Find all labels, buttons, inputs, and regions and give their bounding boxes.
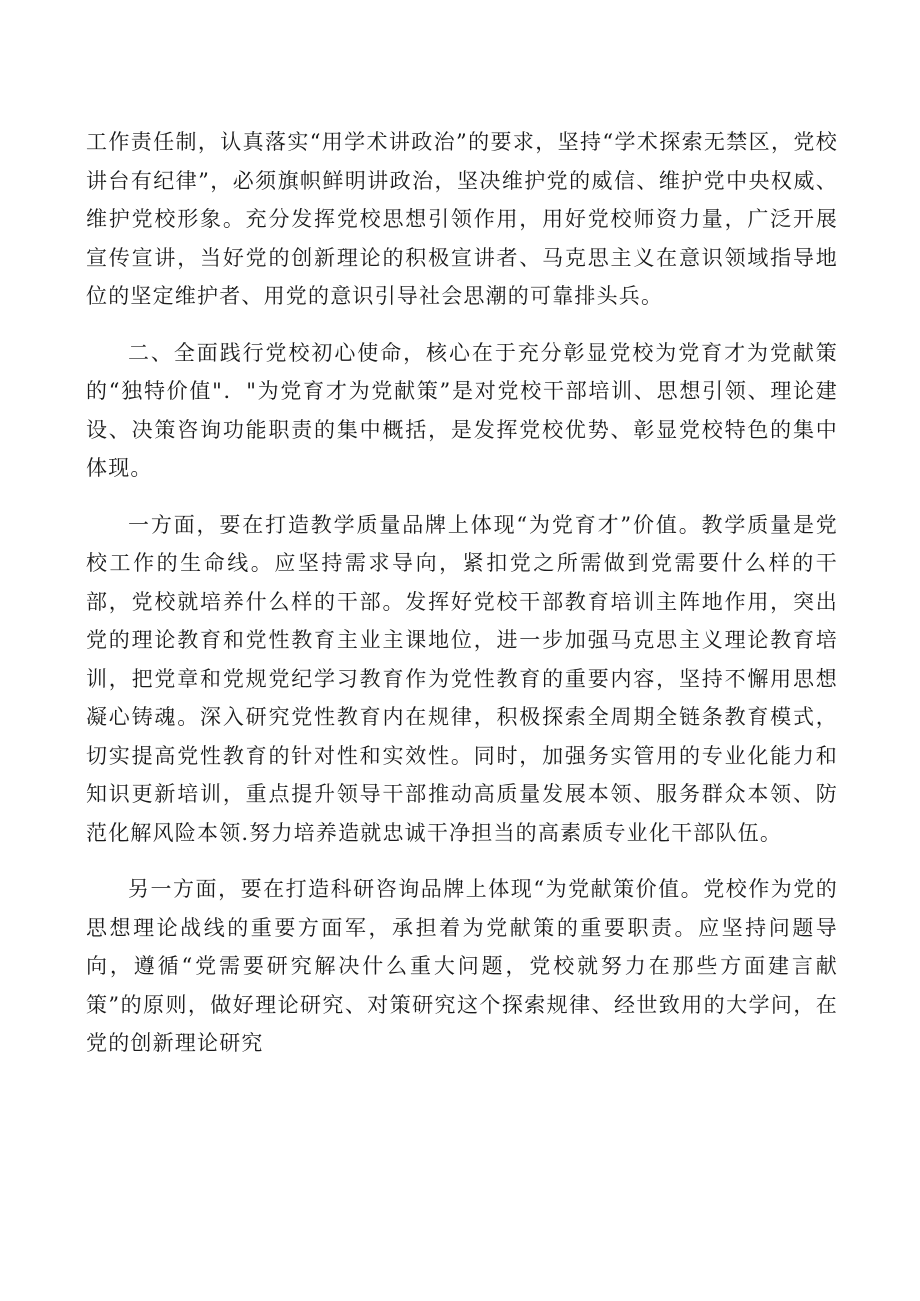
paragraph-3: 一方面，要在打造教学质量品牌上体现“为党育才”价值。教学质量是党校工作的生命线。应坚持需求导向，紧扣党之所需做到党需要什么样的干部，党校就培养什么样的干部。发挥好党校干部教育培训主阵地作用，突出党的理论教育和党性教育主业主课地位，进一步加强马克思主义理论教育培训，把党章和党规党纪学习教育作为党性教育的重要内容，坚持不懈用思想凝心铸魂。深入研究党性教育内在规律，积极探索全周期全链条教育模式，切实提高党性教育的针对性和实效性。同时，加强务实管用的专业化能力和知识更新培训，重点提升领导干部推动高质量发展本领、服务群众本领、防范化解风险本领.努力培养造就忠诚干净担当的高素质专业化干部队伍。	[86, 512, 838, 845]
document-body	[86, 123, 838, 1081]
paragraph-1: 工作责任制，认真落实“用学术讲政治”的要求，坚持“学术探索无禁区，党校讲台有纪律”，必须旗帜鲜明讲政治，坚决维护党的威信、维护党中央权威、维护党校形象。充分发挥党校思想引领作用，用好党校师资力量，广泛开展宣传宣讲，当好党的创新理论的积极宣讲者、马克思主义在意识领域指导地位的坚定维护者、用党的意识引导社会思潮的可靠排头兵。	[86, 130, 838, 308]
paragraph-2: 二、全面践行党校初心使命，核心在于充分彰显党校为党育才为党献策的“独特价值"．"为党育才为党献策”是对党校干部培训、思想引领、理论建设、决策咨询功能职责的集中概括，是发挥党校优势、彰显党校特色的集中体现。	[86, 340, 838, 480]
paragraph-4: 另一方面，要在打造科研咨询品牌上体现“为党献策价值。党校作为党的思想理论战线的重要方面军，承担着为党献策的重要职责。应坚持问题导向，遵循“党需要研究解决什么重大问题，党校就努力在那些方面建言献策”的原则，做好理论研究、对策研究这个探索规律、经世致用的大学问，在党的创新理论研究	[86, 877, 838, 1055]
